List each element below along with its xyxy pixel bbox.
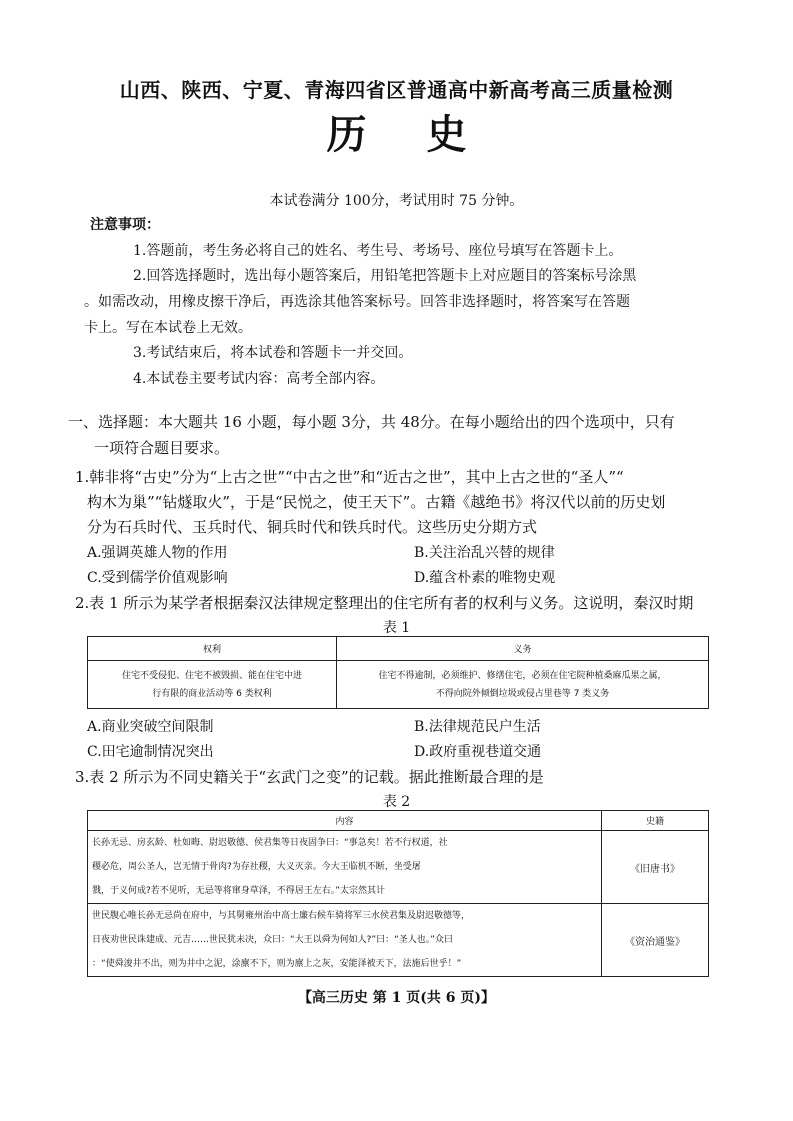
section-instructions-line-1: 一、选择题：本大题共 16 小题，每小题 3分，共 48分。在每小题给出的四个选项中，只有: [68, 413, 675, 431]
table1-caption: 表 1: [382, 620, 411, 636]
exam-info: 本试卷满分 100分，考试用时 75 分钟。: [269, 193, 524, 209]
table1-duties-line-2: 不得向院外倾倒垃圾或侵占里巷等 7 类义务: [435, 688, 610, 699]
table1-rights-cell: [88, 661, 337, 709]
subject-title: 历史: [326, 111, 527, 158]
notes-line-1: 1.答题前，考生务必将自己的姓名、考生号、考场号、座位号填写在答题卡上。: [133, 243, 623, 259]
table1-header-rights: 权利: [88, 637, 337, 661]
table1-duties-cell: [337, 661, 709, 709]
table2-row1-line-3: 戮，于义何成?若不见听，无忌等将窜身草泽，不得居王左右。”太宗然其计: [92, 886, 385, 896]
table-1: [87, 636, 709, 709]
q1-option-a: A.强调英雄人物的作用: [87, 545, 228, 561]
q1-stem-line-1: 1.韩非将“古史”分为“上古之世”“中古之世”和“近古之世”，其中上古之世的“圣人”“: [75, 468, 624, 486]
q2-option-c: C.田宅逾制情况突出: [87, 744, 214, 760]
notes-line-6: 4.本试卷主要考试内容：高考全部内容。: [133, 371, 385, 387]
notes-line-2: 2.回答选择题时，选出每小题答案后，用铅笔把答题卡上对应题目的答案标号涂黑: [133, 268, 637, 284]
table1-rights-line-2: 行有限的商业活动等 6 类权利: [152, 688, 272, 699]
q1-option-c: C.受到儒学价值观影响: [87, 570, 228, 586]
table2-row2-content: [88, 904, 602, 977]
exam-title: 山西、陕西、宁夏、青海四省区普通高中新高考高三质量检测: [119, 78, 674, 102]
table2-caption: 表 2: [382, 794, 411, 810]
q2-stem: 2.表 1 所示为某学者根据秦汉法律规定整理出的住宅所有者的权利与义务。这说明，秦汉时期: [75, 594, 694, 612]
table2-row1-line-2: 稷必危，周公圣人，岂无情于骨肉?为存社稷，大义灭亲。今大王临机不断，坐受屠: [92, 862, 421, 872]
table1-rights-line-1: 住宅不受侵犯、住宅不被毁损、能在住宅中进: [121, 670, 302, 681]
notes-title: 注意事项：: [90, 217, 160, 233]
table2-header-source: 史籍: [602, 811, 709, 831]
table-2: [87, 810, 709, 977]
table1-header-duties: 义务: [337, 637, 709, 661]
q1-stem-line-3: 分为石兵时代、玉兵时代、铜兵时代和铁兵时代。这些历史分期方式: [87, 518, 538, 536]
q2-option-a: A.商业突破空间限制: [87, 719, 214, 735]
notes-line-4: 卡上。写在本试卷上无效。: [84, 320, 252, 336]
q1-option-b: B.关注治乱兴替的规律: [414, 545, 555, 561]
q3-stem: 3.表 2 所示为不同史籍关于“玄武门之变”的记载。据此推断最合理的是: [75, 768, 544, 786]
q1-option-d: D.蕴含朴素的唯物史观: [414, 570, 556, 586]
table2-row1-source: 《旧唐书》: [602, 831, 709, 904]
table2-row2-line-1: 世民腹心唯长孙无忌尚在府中，与其舅雍州治中高士廉右候车骑将军三水侯君集及尉迟敬德等，: [92, 911, 471, 921]
section-instructions-line-2: 一项符合题目要求。: [94, 439, 230, 457]
table2-header-content: 内容: [88, 811, 602, 831]
table2-row2-line-2: 日夜劝世民诛建成、元吉……世民犹未决，众曰：“大王以舜为何如人?”曰：“圣人也。”众曰: [92, 935, 453, 945]
table1-duties-line-1: 住宅不得逾制，必须维护、修缮住宅，必须在住宅院种植桑麻瓜果之属，: [378, 670, 667, 681]
q2-option-d: D.政府重视巷道交通: [414, 744, 542, 760]
table2-row1-content: [88, 831, 602, 904]
q2-option-b: B.法律规范民户生活: [414, 719, 541, 735]
table2-row2-line-3: ：“使舜浚井不出，则为井中之泥，涂廪不下，则为廪上之灰，安能泽被天下，法施后世乎！”: [92, 959, 462, 969]
table2-row1-line-1: 长孙无忌、房玄龄、杜如晦、尉迟敬德、侯君集等日夜固争曰：“事急矣！若不行权道，社: [92, 838, 448, 848]
table2-row2-source: 《资治通鉴》: [602, 904, 709, 977]
page-footer: 【高三历史 第 1 页(共 6 页)】: [297, 990, 496, 1006]
q1-stem-line-2: 构木为巢”“钻燧取火”，于是“民悦之，使王天下”。古籍《越绝书》将汉代以前的历史划: [87, 493, 666, 511]
notes-line-3: 。如需改动，用橡皮擦干净后，再选涂其他答案标号。回答非选择题时，将答案写在答题: [84, 294, 630, 310]
notes-line-5: 3.考试结束后，将本试卷和答题卡一并交回。: [133, 345, 413, 361]
